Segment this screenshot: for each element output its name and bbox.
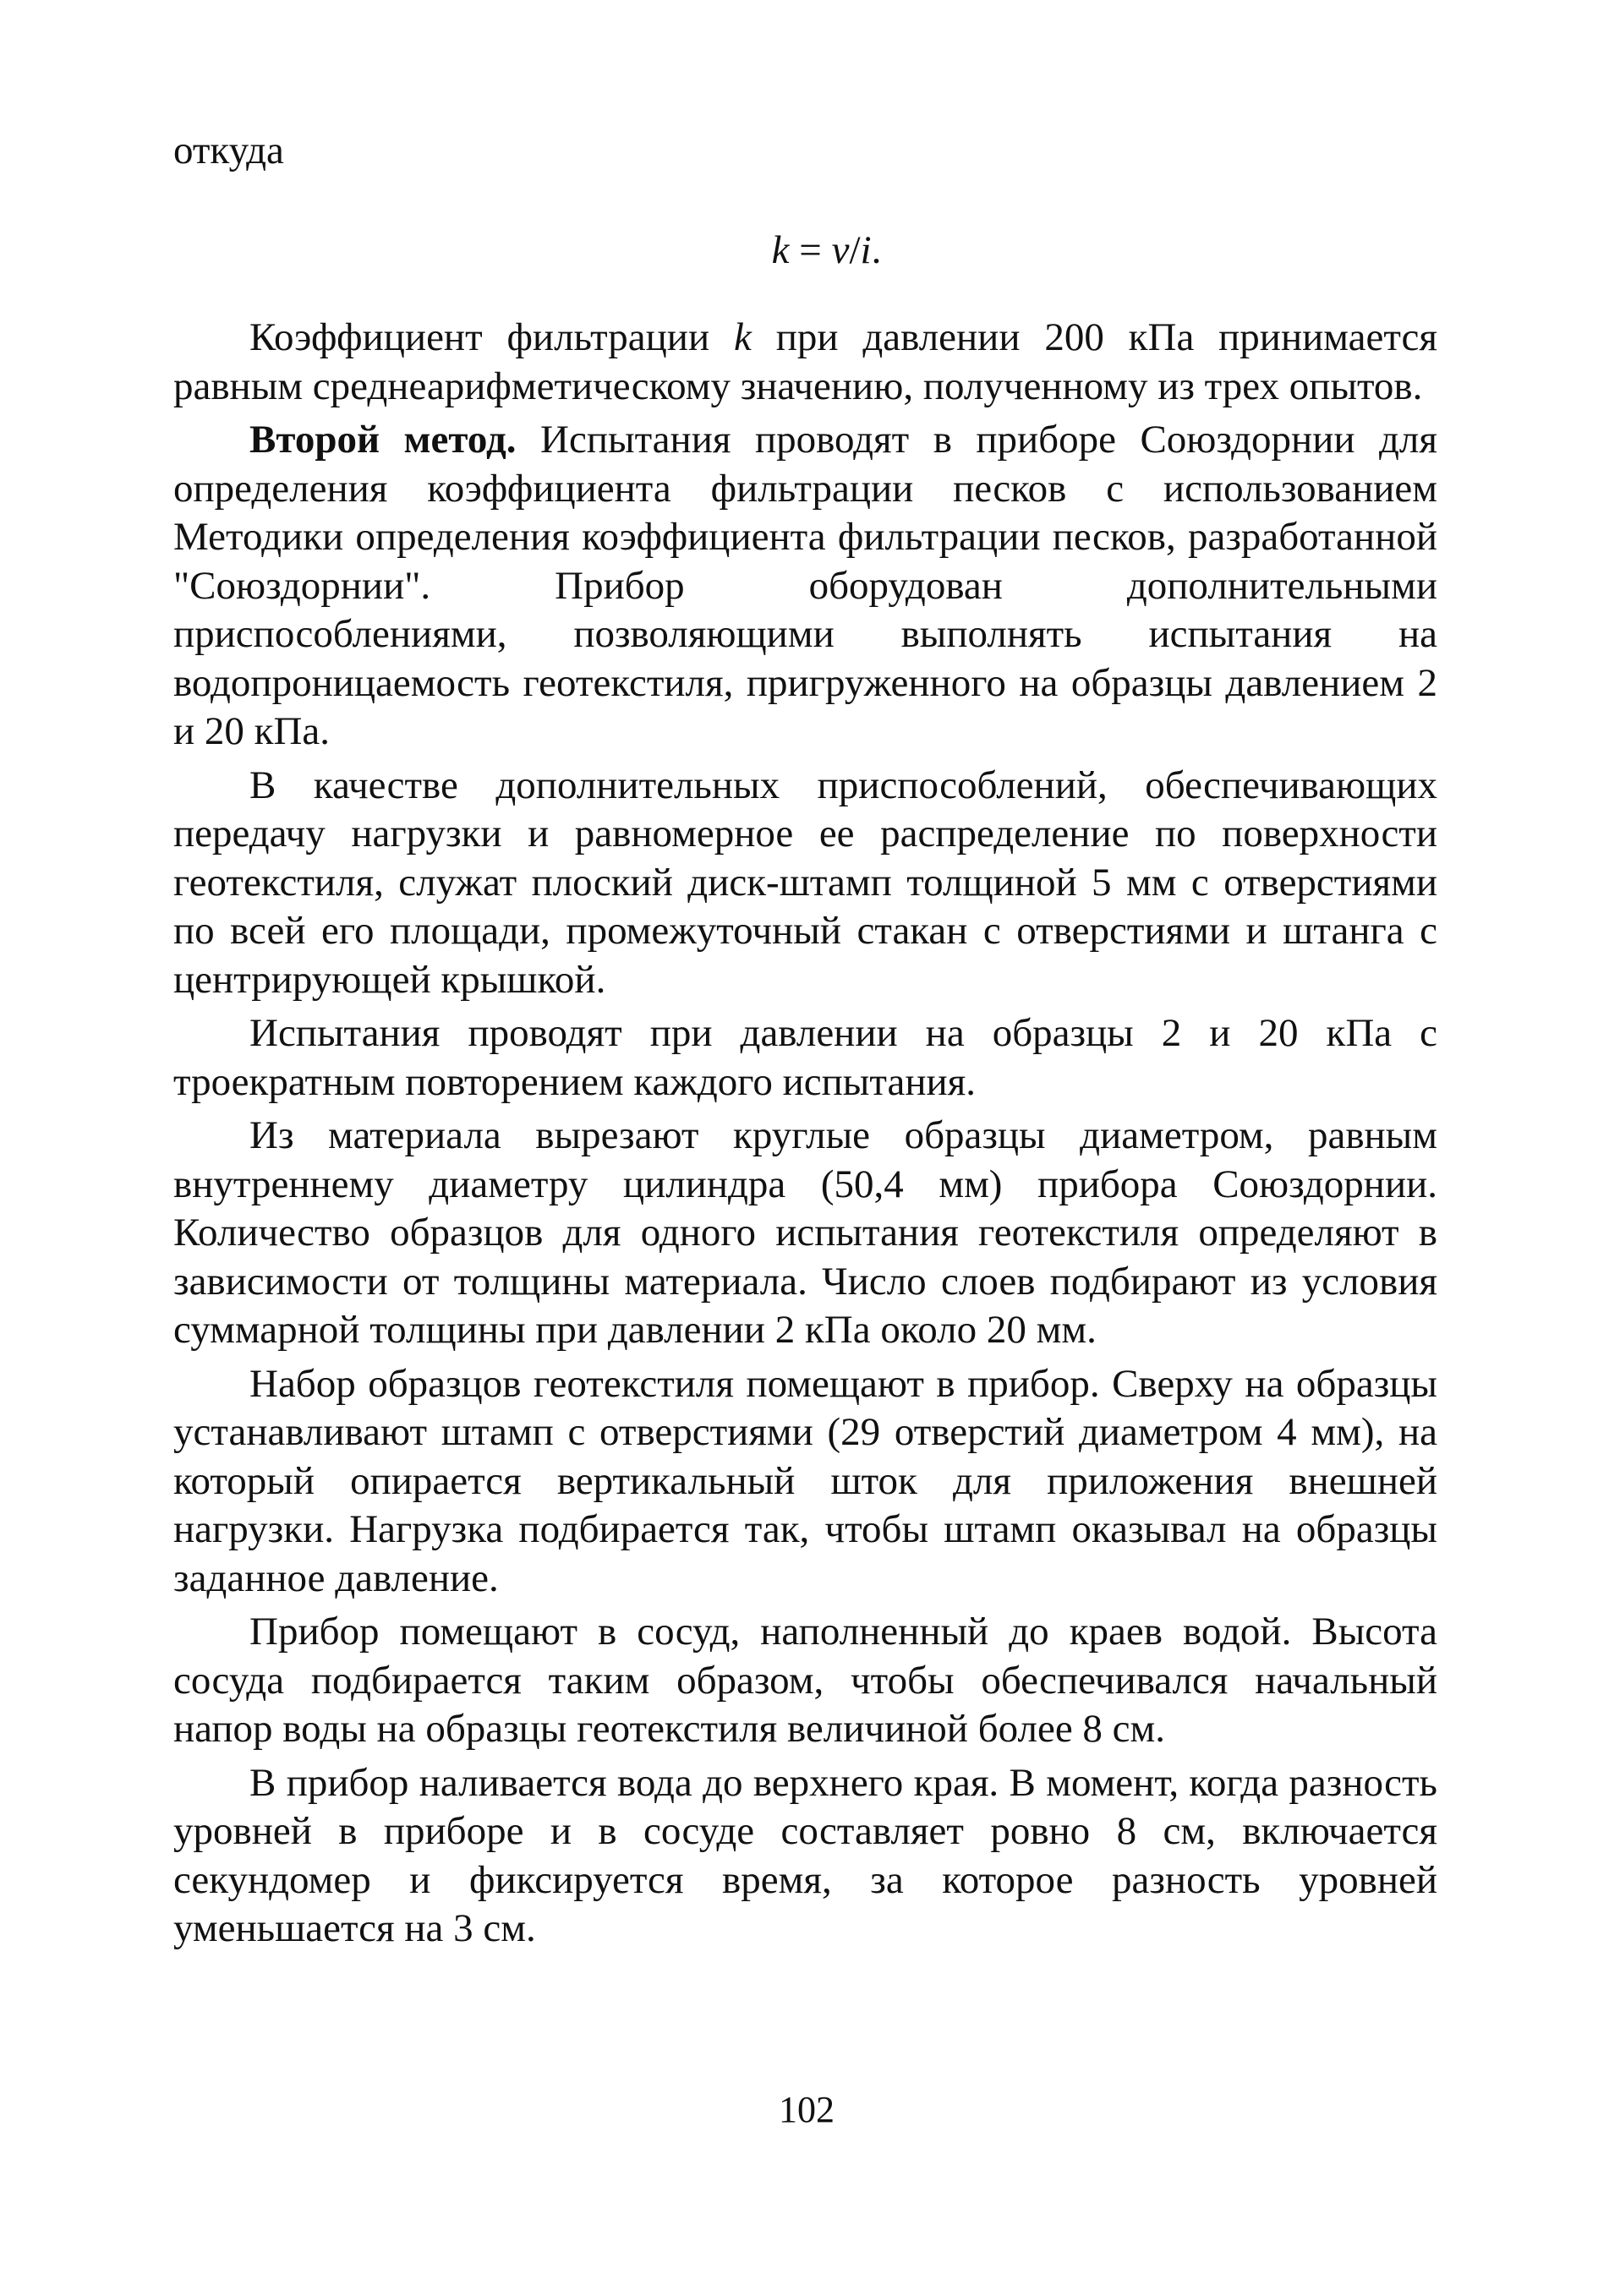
paragraph-lead: Коэффициент фильтрации [249, 315, 734, 359]
formula-rhs-numerator: v [831, 227, 850, 272]
formula-equals: = [789, 227, 832, 272]
paragraph-vessel: Прибор помещают в сосуд, наполненный до краев водой. Высота сосуда подбирается таким образом, чтобы обеспечивался начальный напор воды на образцы геотекстиля величиной более 8 см. [173, 1610, 1437, 1751]
intro-word: откуда [173, 128, 284, 172]
paragraph-second-method [173, 416, 1437, 757]
paragraph-test-pressure: Испытания проводят при давлении на образцы 2 и 20 кПа с троекратным повторением каждого испытания. [173, 1011, 1437, 1104]
paragraph-measurement: В прибор наливается вода до верхнего края. В момент, когда разность уровней в приборе и в сосуде составляет ровно 8 см, включается секундомер и фиксируется время, за которое разность уровней уменьшается на 3 см. [173, 1760, 1437, 1950]
paragraph-text: при давлении 200 кПа принимается равным среднеарифметическому значению, полученному из трех опытов. [173, 315, 1438, 408]
paragraph-sample-set: Набор образцов геотекстиля помещают в прибор. Сверху на образцы устанавливают штамп с отверстиями (29 отверстий диаметром 4 мм), на который опирается вертикальный шток для приложения внешней нагрузки. Нагрузка подбирается так, чтобы штамп оказывал на образцы заданное давление. [173, 1361, 1437, 1600]
formula-period: . [871, 227, 882, 272]
formula-slash: / [849, 227, 861, 272]
paragraph-additional-devices: В качестве дополнительных приспособлений, обеспечивающих передачу нагрузки и равномерное ее распределение по поверхности геотекстиля, служат плоский диск-штамп толщиной 5 мм с отверстиями по всей его площади, промежуточный стакан с отверстиями и штанга с центрирующей крышкой. [173, 763, 1437, 1002]
paragraph-samples: Из материала вырезают круглые образцы диаметром, равным внутреннему диаметру цилиндра (50,4 мм) прибора Союздорнии. Количество образцов для одного испытания геотекстиля определяют в зависимости от толщины материала. Число слоев подбирают из условия суммарной толщины при давлении 2 кПа около 20 мм. [173, 1113, 1437, 1352]
page-number: 102 [779, 2089, 835, 2130]
paragraph-heading: Второй метод. [249, 418, 517, 462]
paragraph-filtration-coefficient [173, 314, 1437, 411]
formula [173, 227, 1437, 276]
formula-rhs-denominator: i [860, 227, 872, 272]
document-page [173, 127, 1437, 1959]
paragraph-text: Испытания проводят в приборе Союздорнии для определения коэффициента фильтрации песков с использованием Методики определения коэффициента фильтрации песков, разработанной "Союздорнии". Прибор оборудован дополнительными приспособлениями, позволяющими выполнять испытания на водопроницаемость геотекстиля, пригруженного на образцы давлением 2 и 20 кПа. [173, 418, 1437, 753]
paragraph-symbol-k: k [733, 315, 752, 359]
formula-lhs: k [771, 227, 790, 272]
